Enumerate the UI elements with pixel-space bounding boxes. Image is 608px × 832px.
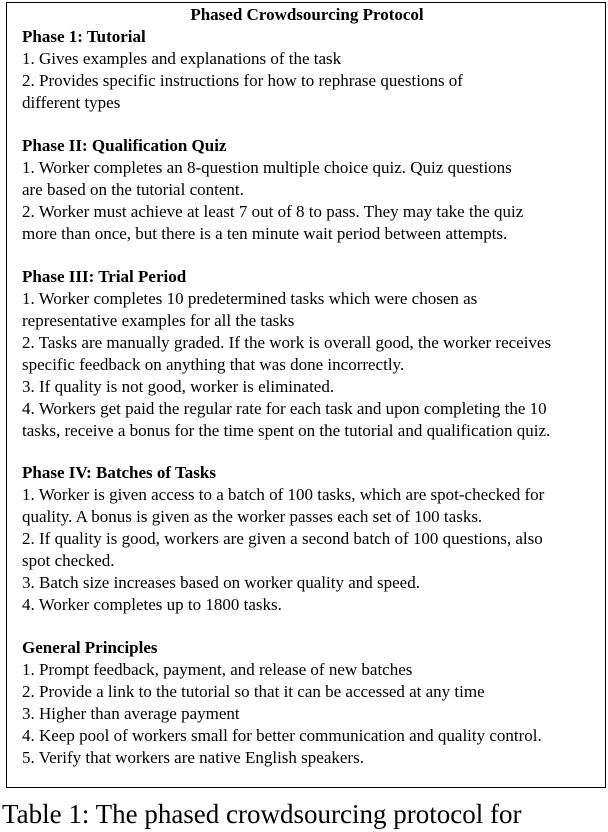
protocol-table	[6, 2, 606, 788]
phase-4-line: 4. Worker completes up to 1800 tasks.	[22, 595, 282, 614]
phase-1-heading: Phase 1: Tutorial	[22, 27, 146, 46]
principles-line: 1. Prompt feedback, payment, and release of new batches	[22, 660, 413, 679]
phase-3-heading: Phase III: Trial Period	[22, 267, 187, 286]
phase-2-line: are based on the tutorial content.	[22, 180, 244, 199]
phase-3-line: 4. Workers get paid the regular rate for each task and upon completing the 10	[22, 399, 547, 418]
phase-3-line: 2. Tasks are manually graded. If the work is overall good, the worker receives	[22, 333, 552, 352]
phase-3-line: 3. If quality is not good, worker is eliminated.	[22, 377, 335, 396]
phase-2-heading: Phase II: Qualification Quiz	[22, 136, 227, 155]
phase-1-line: 2. Provides specific instructions for how to rephrase questions of	[22, 71, 463, 90]
phase-4-line: 3. Batch size increases based on worker quality and speed.	[22, 573, 420, 592]
phase-1-line: 1. Gives examples and explanations of the task	[22, 49, 342, 68]
table-title: Phased Crowdsourcing Protocol	[190, 5, 424, 24]
phase-3-line: 1. Worker completes 10 predetermined tasks which were chosen as	[22, 289, 478, 308]
phase-3-line: representative examples for all the tasks	[22, 311, 295, 330]
phase-4-line: 1. Worker is given access to a batch of 100 tasks, which are spot-checked for	[22, 485, 545, 504]
principles-line: 5. Verify that workers are native English speakers.	[22, 748, 364, 767]
phase-4-line: spot checked.	[22, 551, 115, 570]
principles-line: 3. Higher than average payment	[22, 704, 240, 723]
principles-heading: General Principles	[22, 638, 158, 657]
phase-4-line: 2. If quality is good, workers are given a second batch of 100 questions, also	[22, 529, 543, 548]
phase-2-line: more than once, but there is a ten minute wait period between attempts.	[22, 224, 508, 243]
phase-3-line: tasks, receive a bonus for the time spent on the tutorial and qualification quiz.	[22, 421, 551, 440]
table-caption: Table 1: The phased crowdsourcing protocol for	[2, 799, 522, 829]
principles-line: 4. Keep pool of workers small for better communication and quality control.	[22, 726, 542, 745]
phase-4-heading: Phase IV: Batches of Tasks	[22, 463, 216, 482]
phase-2-line: 1. Worker completes an 8-question multiple choice quiz. Quiz questions	[22, 158, 512, 177]
principles-line: 2. Provide a link to the tutorial so that it can be accessed at any time	[22, 682, 485, 701]
phase-3-line: specific feedback on anything that was done incorrectly.	[22, 355, 405, 374]
phase-1-line: different types	[22, 93, 121, 112]
phase-4-line: quality. A bonus is given as the worker passes each set of 100 tasks.	[22, 507, 483, 526]
phase-2-line: 2. Worker must achieve at least 7 out of 8 to pass. They may take the quiz	[22, 202, 524, 221]
